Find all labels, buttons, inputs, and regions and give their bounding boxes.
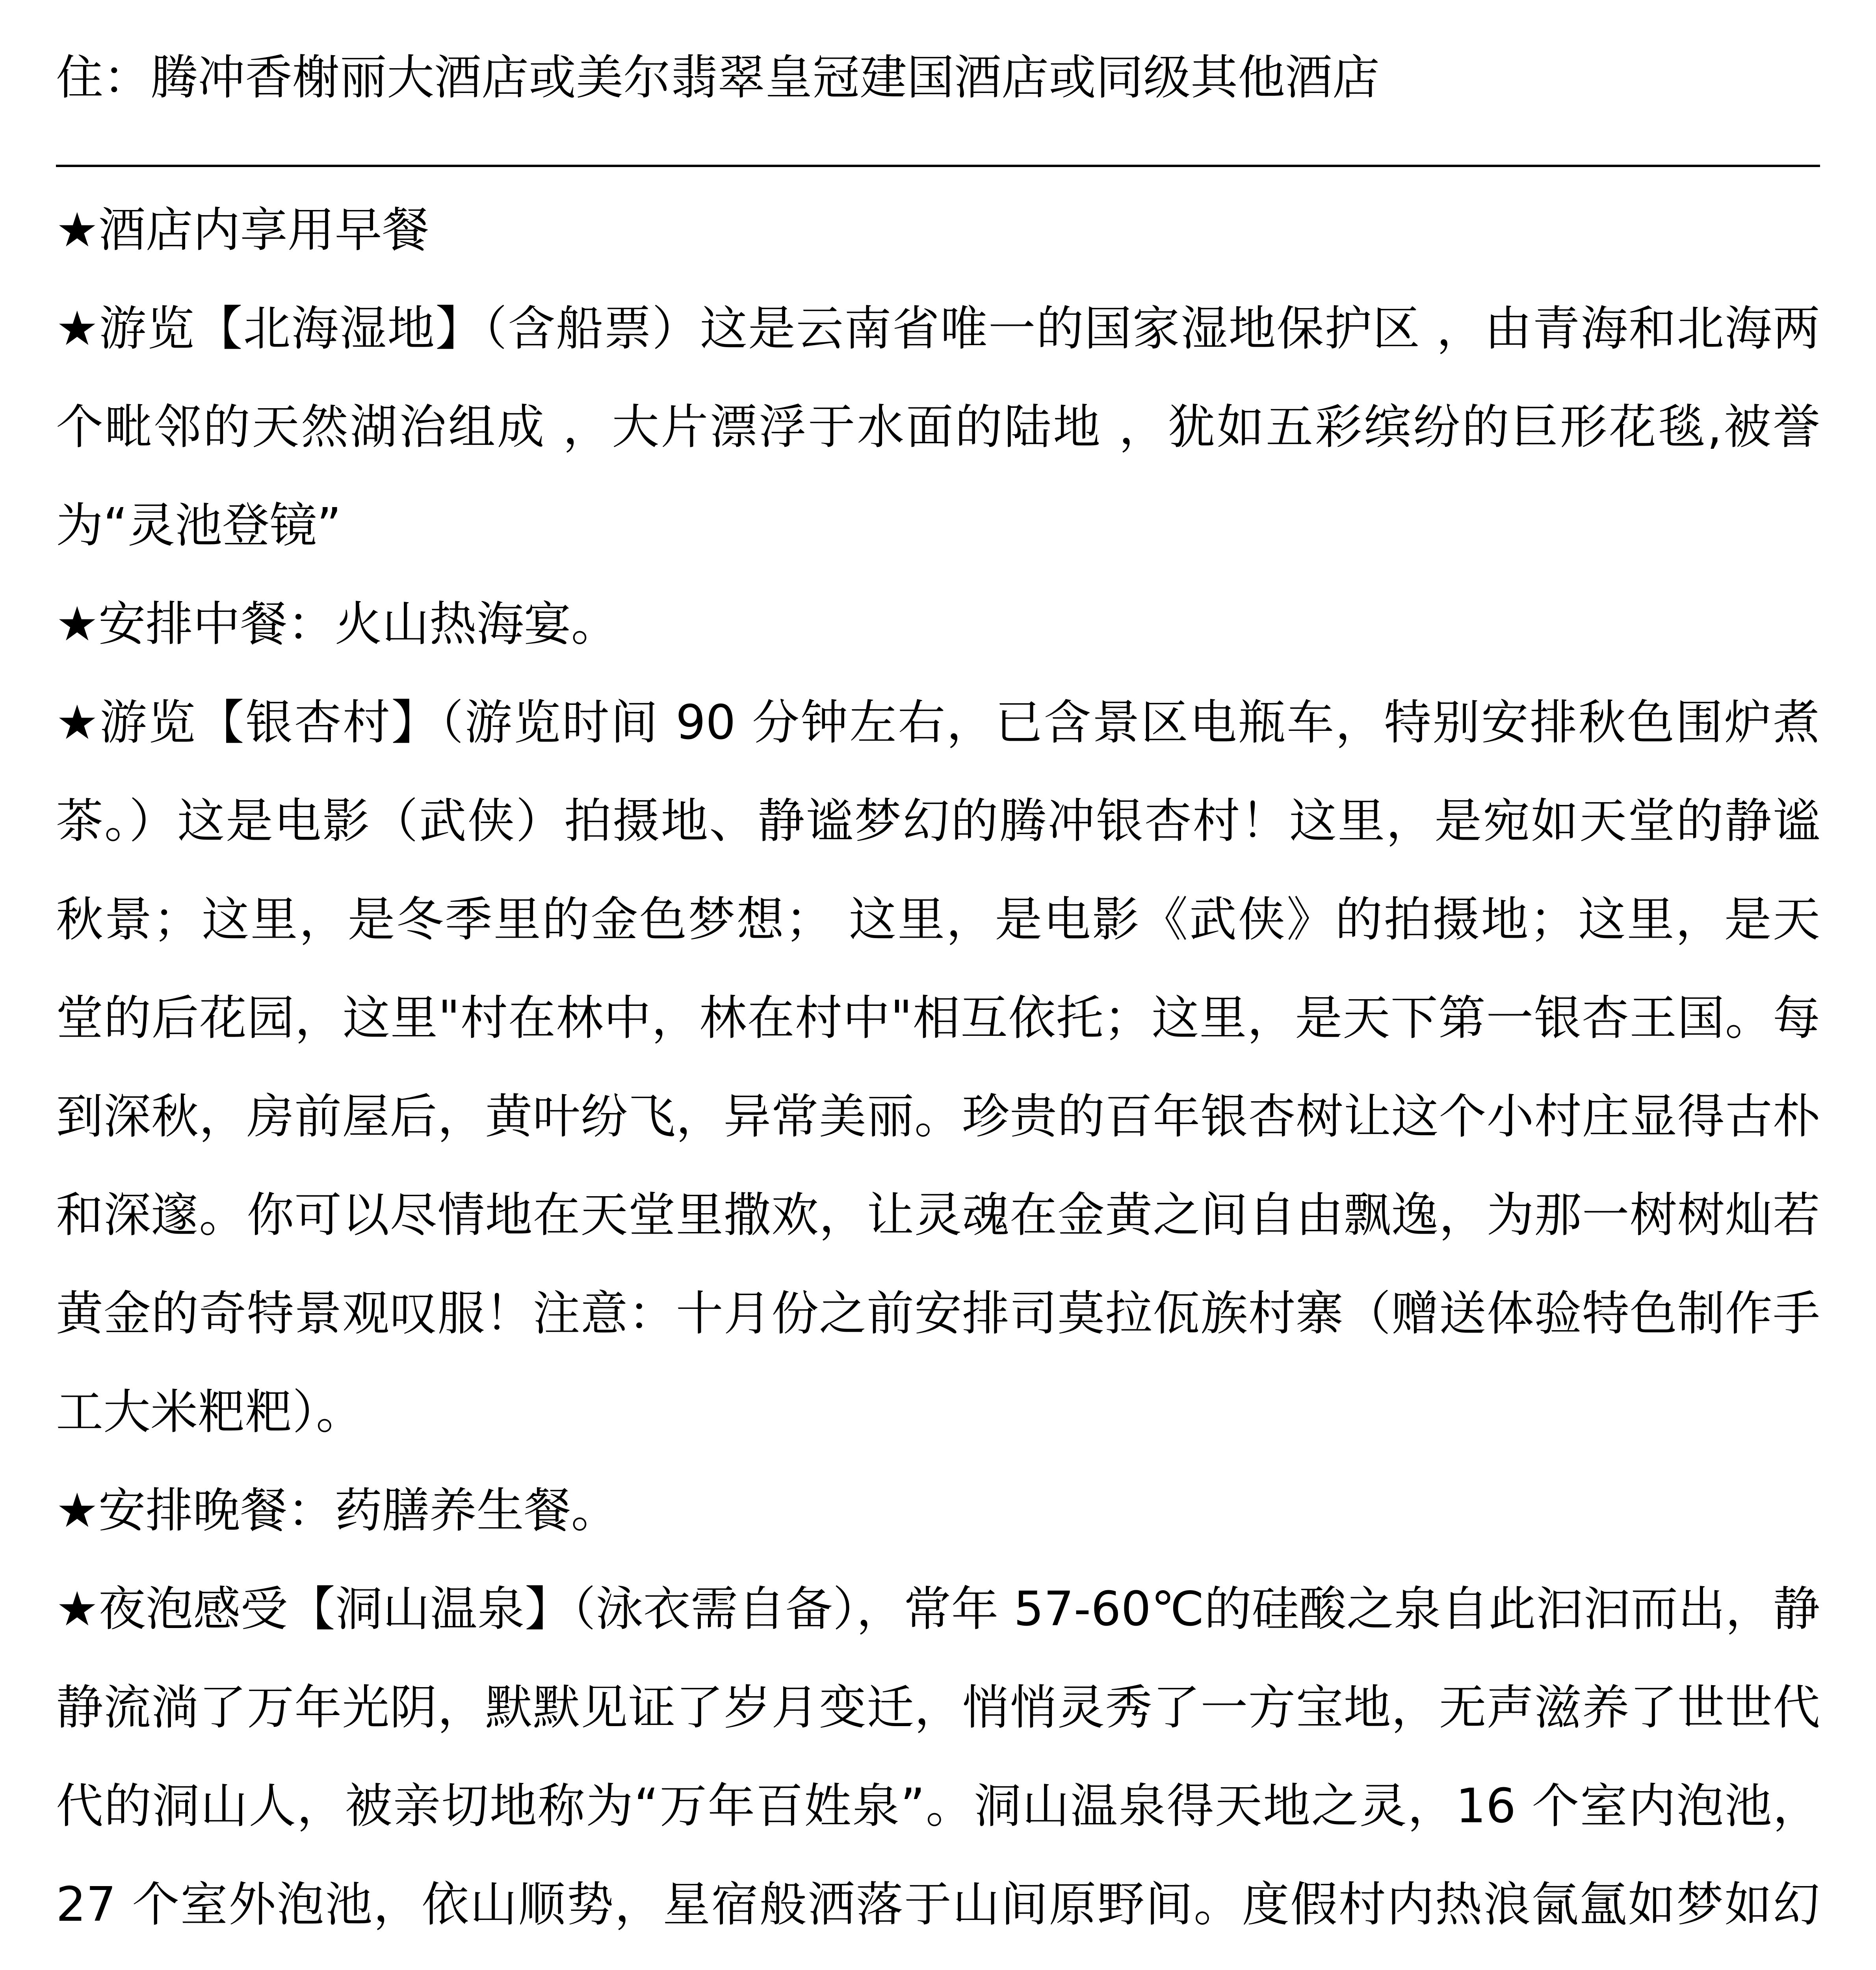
paragraph-breakfast: ★酒店内享用早餐 — [56, 203, 429, 258]
hotel-info: 住：腾冲香榭丽大酒店或美尔翡翠皇冠建国酒店或同级其他酒店 — [56, 50, 1380, 105]
paragraph-dinner: ★安排晚餐：药膳养生餐。 — [56, 1483, 619, 1538]
divider — [56, 165, 1820, 167]
itinerary-body — [56, 181, 1820, 1970]
paragraph-ginkgo-village: ★游览【银杏村】（游览时间 90 分钟左右，已含景区电瓶车，特别安排秋色围炉煮茶。）这是电影（武侠）拍摄地、静谧梦幻的腾冲银杏村！这里，是宛如天堂的静谧秋景；这里，是冬季里的金色梦想； 这里，是电影《武侠》的拍摄地；这里，是天堂的后花园，这里"村在林中，林在村中"相互依托；这里，是天下第一银杏王国。每到深秋，房前屋后，黄叶纷飞，异常美丽。珍贵的百年银杏树让这个小村庄显得古朴和深邃。你可以尽情地在天堂里撒欢，让灵魂在金黄之间自由飘逸，为那一树树灿若黄金的奇特景观叹服！注意：十月份之前安排司莫拉佤族村寨（赠送体验特色制作手工大米粑粑）。 — [56, 695, 1820, 1440]
paragraph-dongshan-hot-spring: ★夜泡感受【洞山温泉】（泳衣需自备），常年 57-60℃的硅酸之泉自此汩汩而出，静静流淌了万年光阴，默默见证了岁月变迁，悄悄灵秀了一方宝地，无声滋养了世世代代的洞山人，被亲切地称为“万年百姓泉”。洞山温泉得天地之灵，16 个室内泡池，27 个室外泡池，依山顺势，星宿般洒落于山间原野间。度假村内热浪氤氲如梦如幻 — [56, 1582, 1820, 1932]
paragraph-lunch: ★安排中餐：火山热海宴。 — [56, 597, 619, 652]
paragraph-beihai-wetland: ★游览【北海湿地】（含船票）这是云南省唯一的国家湿地保护区 ，由青海和北海两个毗邻的天然湖治组成 ，大片漂浮于水面的陆地 ，犹如五彩缤纷的巨形花毯,被誉为“灵池登镜” — [56, 301, 1820, 553]
